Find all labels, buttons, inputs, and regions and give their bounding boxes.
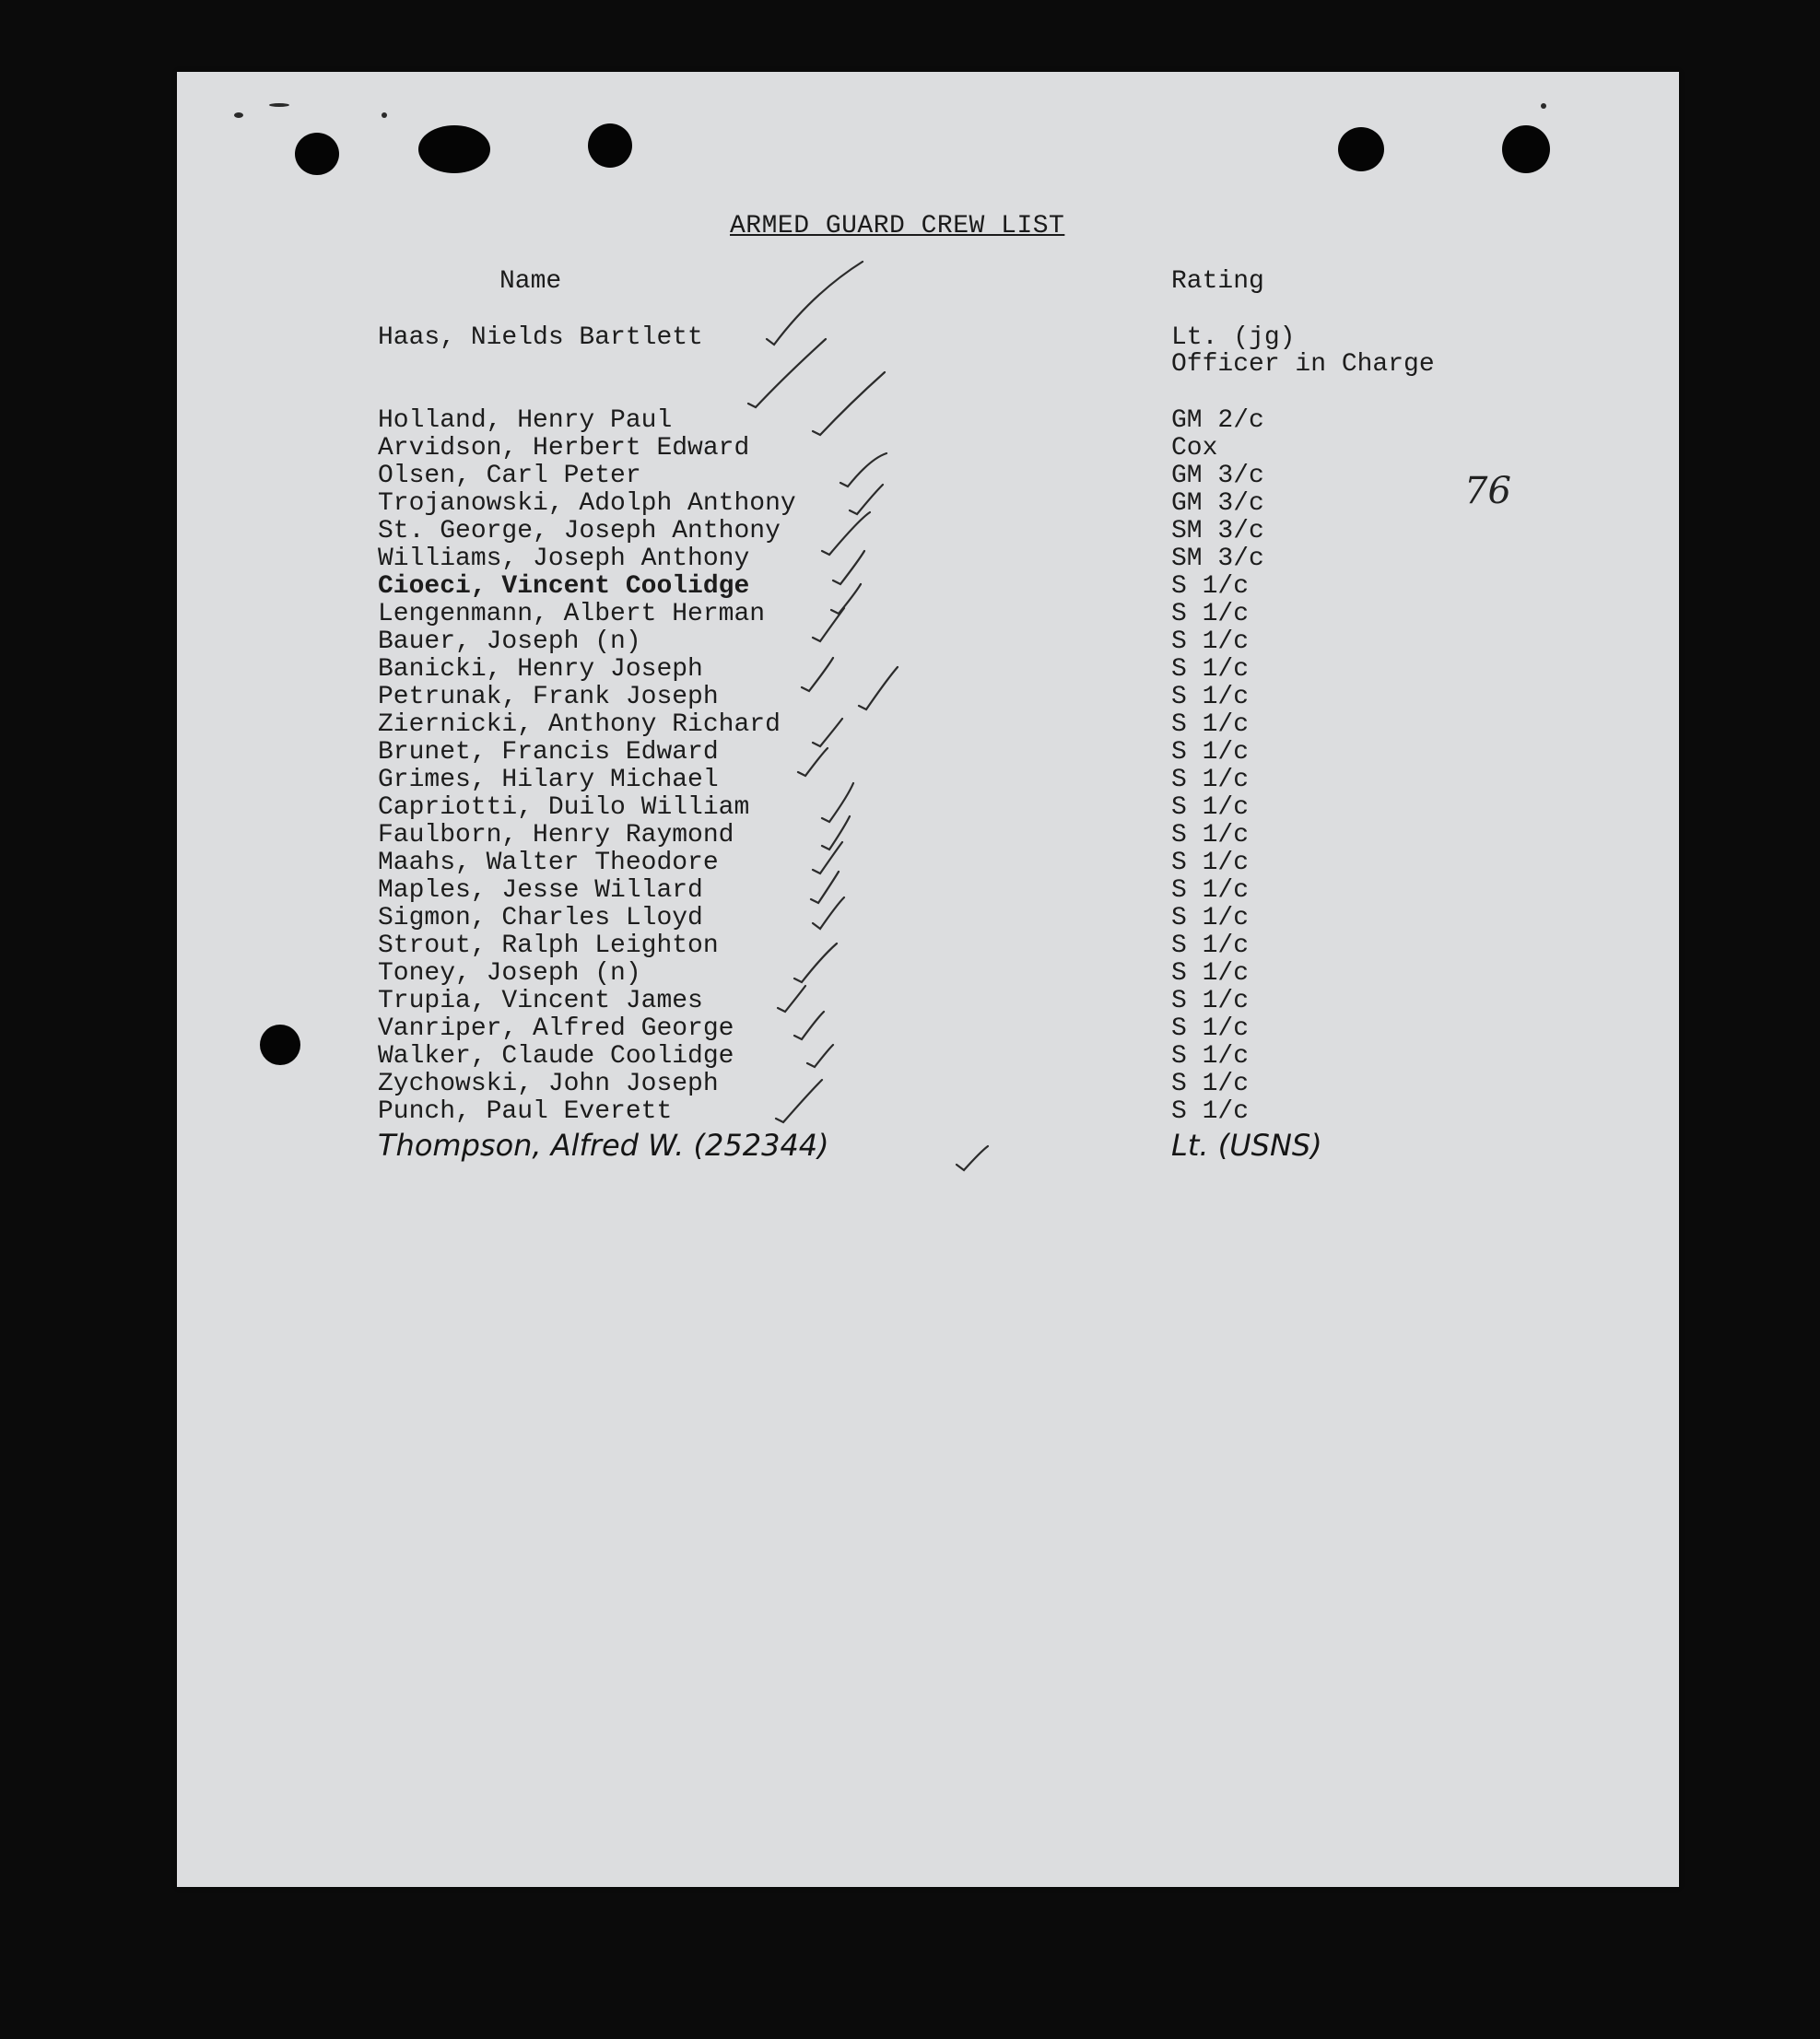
crew-rating: S 1/c: [1171, 710, 1250, 739]
check-mark-icon: [748, 339, 826, 407]
crew-rating: GM 2/c: [1171, 406, 1264, 435]
crew-rating: S 1/c: [1171, 683, 1250, 711]
crew-rating: Cox: [1171, 434, 1218, 463]
handwritten-rating: Lt. (USNS): [1171, 1128, 1322, 1163]
check-mark-icon: [776, 1080, 822, 1122]
crew-name: Cioeci, Vincent Coolidge: [378, 572, 750, 601]
crew-name: Trojanowski, Adolph Anthony: [378, 489, 796, 518]
check-mark-icon: [822, 783, 853, 822]
handwritten-name: Thompson, Alfred W. (252344): [378, 1128, 829, 1163]
margin-note: 76: [1464, 470, 1511, 512]
check-mark-icon: [794, 943, 837, 982]
crew-name: Capriotti, Duilo William: [378, 793, 750, 822]
crew-rating: S 1/c: [1171, 572, 1250, 601]
crew-rating: S 1/c: [1171, 876, 1250, 905]
crew-name: Arvidson, Herbert Edward: [378, 434, 750, 463]
crew-name: Vanriper, Alfred George: [378, 1014, 734, 1043]
crew-name: Walker, Claude Coolidge: [378, 1042, 734, 1071]
crew-rating: S 1/c: [1171, 766, 1250, 794]
crew-rating: S 1/c: [1171, 904, 1250, 932]
check-mark-icon: [794, 1012, 824, 1039]
crew-name: Ziernicki, Anthony Richard: [378, 710, 781, 739]
page-title: ARMED GUARD CREW LIST: [730, 212, 1065, 240]
crew-name: Bauer, Joseph (n): [378, 627, 641, 656]
check-mark-icon: [831, 584, 861, 614]
crew-name: Olsen, Carl Peter: [378, 462, 641, 490]
crew-name: St. George, Joseph Anthony: [378, 517, 781, 545]
crew-name: Williams, Joseph Anthony: [378, 545, 750, 573]
crew-name: Brunet, Francis Edward: [378, 738, 719, 767]
check-mark-icon: [813, 719, 842, 746]
crew-rating: S 1/c: [1171, 1070, 1250, 1098]
crew-name: Strout, Ralph Leighton: [378, 932, 719, 960]
check-mark-icon: [833, 551, 864, 584]
check-mark-icon: [802, 658, 833, 691]
crew-rating: S 1/c: [1171, 655, 1250, 684]
crew-rating: S 1/c: [1171, 627, 1250, 656]
crew-rating: S 1/c: [1171, 1042, 1250, 1071]
crew-rating: S 1/c: [1171, 987, 1250, 1015]
check-mark-icon: [807, 1045, 833, 1067]
crew-name: Petrunak, Frank Joseph: [378, 683, 719, 711]
crew-rating: SM 3/c: [1171, 545, 1264, 573]
crew-rating: GM 3/c: [1171, 489, 1264, 518]
check-mark-icon: [850, 485, 883, 514]
crew-rating: S 1/c: [1171, 600, 1250, 628]
check-mark-icon: [811, 872, 839, 903]
check-mark-icon: [813, 372, 885, 435]
crew-rating: GM 3/c: [1171, 462, 1264, 490]
crew-name: Banicki, Henry Joseph: [378, 655, 703, 684]
crew-rating: S 1/c: [1171, 1097, 1250, 1126]
crew-name: Grimes, Hilary Michael: [378, 766, 719, 794]
check-mark-icon: [767, 262, 863, 345]
crew-rating: S 1/c: [1171, 849, 1250, 877]
officer-rating: Lt. (jg): [1171, 323, 1296, 352]
column-header-rating: Rating: [1171, 267, 1264, 296]
check-mark-icon: [813, 842, 842, 873]
crew-rating: S 1/c: [1171, 793, 1250, 822]
crew-name: Punch, Paul Everett: [378, 1097, 673, 1126]
column-header-name: Name: [499, 267, 562, 296]
crew-name: Maples, Jesse Willard: [378, 876, 703, 905]
crew-rating: S 1/c: [1171, 932, 1250, 960]
crew-name: Faulborn, Henry Raymond: [378, 821, 734, 850]
crew-rating: S 1/c: [1171, 959, 1250, 988]
check-mark-icon: [859, 667, 898, 709]
crew-name: Zychowski, John Joseph: [378, 1070, 719, 1098]
crew-rating: S 1/c: [1171, 738, 1250, 767]
check-mark-icon: [813, 608, 844, 641]
check-mark-icon: [778, 986, 805, 1012]
check-marks: [177, 72, 1679, 1887]
crew-rating: SM 3/c: [1171, 517, 1264, 545]
crew-name: Sigmon, Charles Lloyd: [378, 904, 703, 932]
check-mark-icon: [822, 512, 870, 555]
officer-role: Officer in Charge: [1171, 350, 1435, 379]
officer-name: Haas, Nields Bartlett: [378, 323, 703, 352]
check-mark-icon: [957, 1146, 988, 1170]
crew-name: Toney, Joseph (n): [378, 959, 641, 988]
check-mark-icon: [798, 748, 828, 776]
crew-rating: S 1/c: [1171, 1014, 1250, 1043]
document-page: [177, 72, 1679, 1887]
crew-name: Lengenmann, Albert Herman: [378, 600, 766, 628]
crew-name: Trupia, Vincent James: [378, 987, 703, 1015]
crew-rating: S 1/c: [1171, 821, 1250, 850]
crew-name: Holland, Henry Paul: [378, 406, 673, 435]
crew-name: Maahs, Walter Theodore: [378, 849, 719, 877]
check-mark-icon: [840, 453, 887, 486]
